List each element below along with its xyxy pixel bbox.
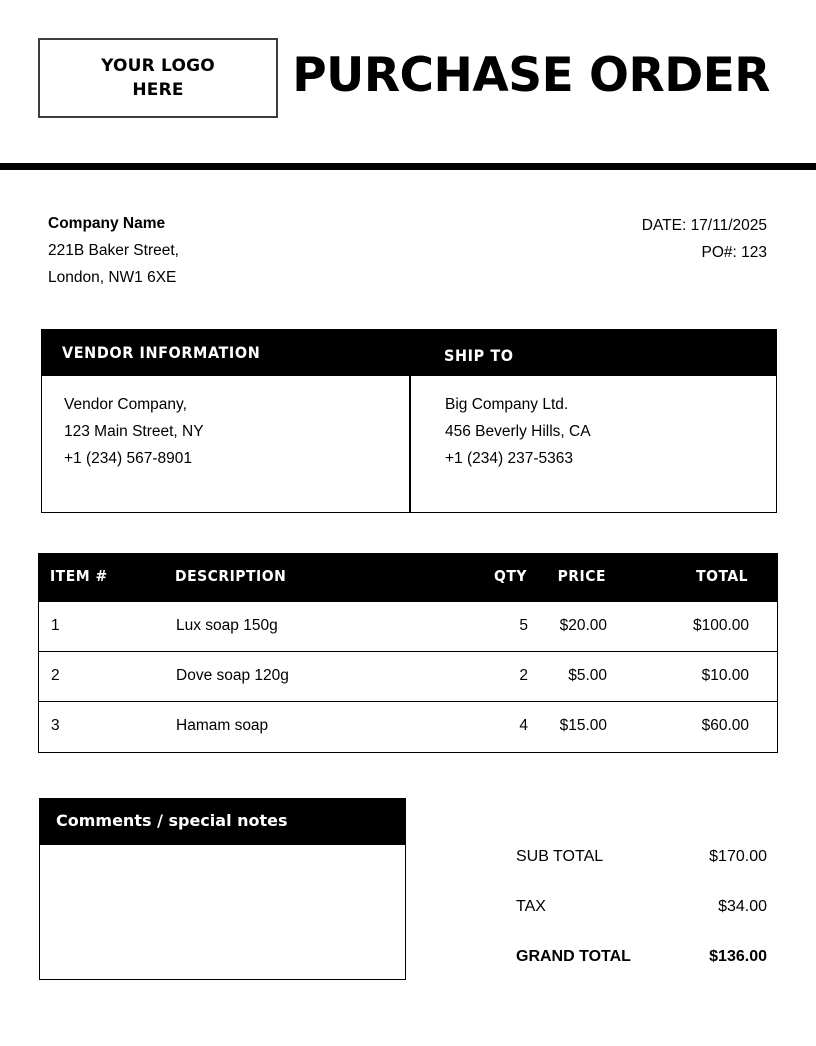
column-header-item-number: ITEM # xyxy=(50,567,108,585)
header-divider-rule xyxy=(0,163,816,170)
cell-description: Dove soap 120g xyxy=(176,667,289,684)
sub-total-value: $170.00 xyxy=(709,848,767,865)
cell-item-number: 2 xyxy=(51,667,60,684)
table-row xyxy=(39,602,777,652)
vendor-phone: +1 (234) 567-8901 xyxy=(64,450,192,467)
grand-total-label: GRAND TOTAL xyxy=(516,948,631,965)
vendor-shipto-column-divider xyxy=(409,376,411,513)
logo-placeholder-line-1: YOUR LOGO xyxy=(101,55,215,76)
ship-to-address: 456 Beverly Hills, CA xyxy=(445,423,591,440)
cell-qty: 2 xyxy=(519,667,528,684)
column-header-qty: QTY xyxy=(494,567,527,585)
table-row xyxy=(39,652,777,702)
cell-item-number: 1 xyxy=(51,617,60,634)
buyer-address-line-1: 221B Baker Street, xyxy=(48,242,179,259)
cell-qty: 4 xyxy=(519,717,528,734)
cell-price: $20.00 xyxy=(559,617,607,634)
line-items-body xyxy=(38,602,778,753)
sub-total-label: SUB TOTAL xyxy=(516,848,604,865)
comments-box xyxy=(39,798,406,980)
order-po-number: PO#: 123 xyxy=(701,244,767,261)
cell-total: $10.00 xyxy=(701,667,749,684)
buyer-company-block xyxy=(48,210,179,291)
cell-total: $60.00 xyxy=(701,717,749,734)
logo-placeholder-box xyxy=(38,38,278,118)
document-header xyxy=(0,0,816,163)
column-header-description: DESCRIPTION xyxy=(175,567,287,585)
tax-value: $34.00 xyxy=(718,898,767,915)
tax-row xyxy=(516,898,767,948)
order-date: DATE: 17/11/2025 xyxy=(641,217,767,234)
vendor-shipto-header-bar xyxy=(41,329,777,376)
ship-to-heading: SHIP TO xyxy=(444,346,514,365)
vendor-shipto-table xyxy=(41,329,777,513)
ship-to-name: Big Company Ltd. xyxy=(445,396,569,413)
vendor-information-heading: VENDOR INFORMATION xyxy=(62,343,261,362)
line-items-table xyxy=(38,553,778,753)
ship-to-phone: +1 (234) 237-5363 xyxy=(445,450,573,467)
order-meta-block xyxy=(642,212,767,266)
logo-placeholder-line-2: HERE xyxy=(132,80,184,100)
cell-item-number: 3 xyxy=(51,717,60,734)
column-header-price: PRICE xyxy=(557,567,606,585)
vendor-address: 123 Main Street, NY xyxy=(64,423,204,440)
line-items-header-row xyxy=(38,553,778,602)
grand-total-value: $136.00 xyxy=(709,948,767,965)
grand-total-row xyxy=(516,948,767,998)
document-title: PURCHASE ORDER xyxy=(292,48,770,103)
table-row xyxy=(39,702,777,752)
comments-input-area[interactable] xyxy=(39,845,406,980)
cell-price: $5.00 xyxy=(568,667,607,684)
cell-description: Lux soap 150g xyxy=(176,617,278,634)
cell-price: $15.00 xyxy=(559,717,607,734)
buyer-company-name: Company Name xyxy=(48,215,166,232)
cell-total: $100.00 xyxy=(692,617,749,634)
sub-total-row xyxy=(516,848,767,898)
column-header-total: TOTAL xyxy=(696,567,748,585)
buyer-address-line-2: London, NW1 6XE xyxy=(48,269,177,286)
comments-heading: Comments / special notes xyxy=(56,811,288,830)
cell-qty: 5 xyxy=(519,617,528,634)
tax-label: TAX xyxy=(516,898,546,915)
ship-to-details-cell xyxy=(445,391,591,472)
vendor-name: Vendor Company, xyxy=(64,396,187,413)
comments-header-bar xyxy=(39,798,406,845)
vendor-details-cell xyxy=(64,391,204,472)
cell-description: Hamam soap xyxy=(176,717,269,734)
totals-block xyxy=(516,848,767,998)
